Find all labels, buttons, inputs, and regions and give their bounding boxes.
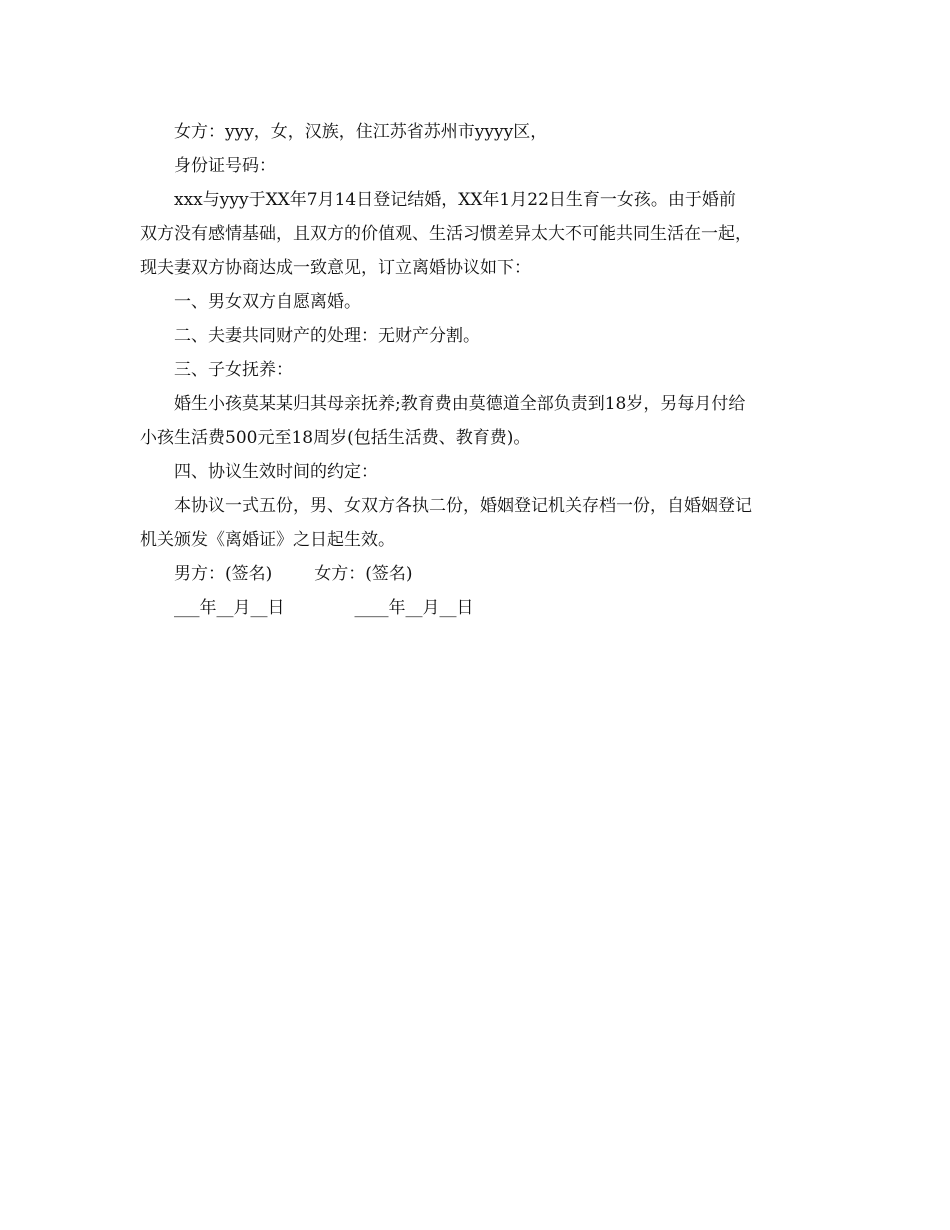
effect-line-1: 本协议一式五份，男、女双方各执二份，婚姻登记机关存档一份，自婚姻登记 <box>174 496 752 516</box>
female-date-line: ____年__月__日 <box>354 598 474 618</box>
male-signature-label: 男方：(签名) <box>174 564 273 584</box>
male-date-line: ___年__月__日 <box>174 598 285 618</box>
clause-1: 一、男女双方自愿离婚。 <box>174 292 361 312</box>
effect-paragraph <box>140 489 812 557</box>
document-body <box>140 115 812 625</box>
custody-paragraph <box>140 387 812 455</box>
date-row <box>140 591 812 625</box>
intro-line-3: 现夫妻双方协商达成一致意见，订立离婚协议如下： <box>140 258 531 278</box>
intro-paragraph <box>140 183 812 285</box>
intro-line-1: xxx与yyy于XX年7月14日登记结婚，XX年1月22日生育一女孩。由于婚前 <box>174 190 736 210</box>
female-signature-label: 女方：(签名) <box>314 564 413 584</box>
female-party-line: 女方：yyy，女，汉族，住江苏省苏州市yyyy区， <box>174 122 548 142</box>
id-number-line: 身份证号码： <box>174 156 276 176</box>
signature-row <box>140 557 812 591</box>
clause-3: 三、子女抚养： <box>174 360 293 380</box>
clause-2: 二、夫妻共同财产的处理：无财产分割。 <box>174 326 480 346</box>
intro-line-2: 双方没有感情基础，且双方的价值观、生活习惯差异太大不可能共同生活在一起， <box>140 224 752 244</box>
clause-4: 四、协议生效时间的约定： <box>174 462 378 482</box>
custody-line-1: 婚生小孩莫某某归其母亲抚养;教育费由莫德道全部负责到18岁，另每月付给 <box>174 394 746 414</box>
effect-line-2: 机关颁发《离婚证》之日起生效。 <box>140 530 395 550</box>
custody-line-2: 小孩生活费500元至18周岁(包括生活费、教育费)。 <box>140 428 531 448</box>
